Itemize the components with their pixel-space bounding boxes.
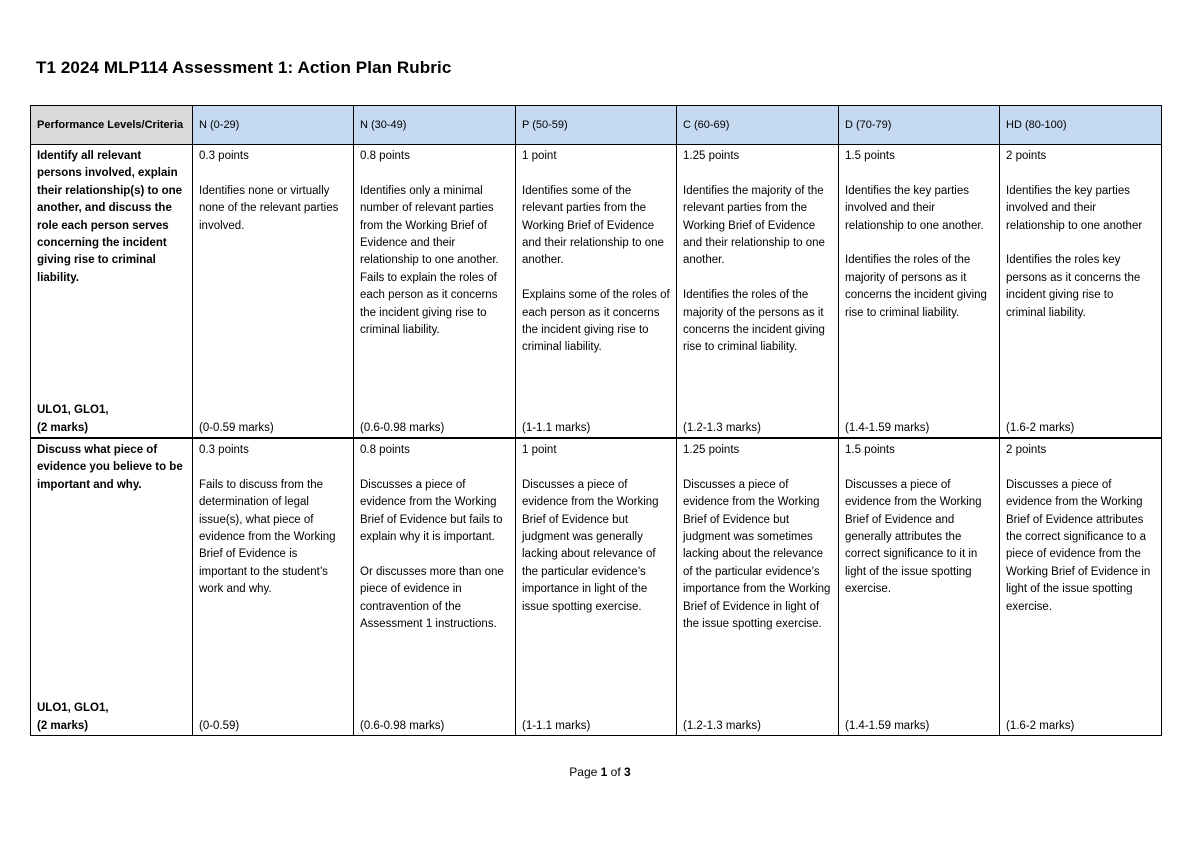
level-points: 2 points <box>1006 444 1047 456</box>
level-marks: (1-1.1 marks) <box>522 421 591 434</box>
level-description: Discusses a piece of evidence from the Working Brief of Evidence attributes the correct significance to a piece of evidence from the Working Brief of Evidence in light of the issue spotting exercise. <box>1006 478 1151 613</box>
level-description: Or discusses more than one piece of evidence in contravention of the Assessment 1 instructions. <box>360 565 504 631</box>
header-level-c: C (60-69) <box>677 106 839 145</box>
level-marks: (0.6-0.98 marks) <box>360 719 445 732</box>
level-description: Identifies none or virtually none of the relevant parties involved. <box>199 184 339 232</box>
level-description: Identifies some of the relevant parties from the Working Brief of Evidence and their relationship to one another. <box>522 184 664 267</box>
level-cell <box>677 438 839 736</box>
level-description: Discusses a piece of evidence from the Working Brief of Evidence but judgment was generally lacking about relevance of the particular evidence’s importance in light of the issue spotting exercise. <box>522 478 659 613</box>
level-description: Identifies the roles of the majority of the persons as it concerns the incident giving rise to criminal liability. <box>683 289 825 354</box>
criterion-marks: (2 marks) <box>37 421 89 434</box>
level-cell <box>354 438 516 736</box>
level-marks: (1.6-2 marks) <box>1006 719 1075 732</box>
level-marks: (1.4-1.59 marks) <box>845 421 930 434</box>
level-points: 1 point <box>522 150 557 162</box>
level-points: 0.8 points <box>360 150 410 162</box>
level-cell <box>193 145 354 439</box>
level-marks: (0-0.59) <box>199 719 240 732</box>
criterion-marks: (2 marks) <box>37 719 89 732</box>
level-description: Identifies the roles key persons as it concerns the incident giving rise to criminal liability. <box>1006 254 1141 319</box>
level-points: 1.5 points <box>845 444 895 456</box>
criterion-text: Discuss what piece of evidence you believe to be important and why. <box>37 444 183 491</box>
header-level-d: D (70-79) <box>839 106 1000 145</box>
level-cell <box>677 145 839 439</box>
level-points: 0.3 points <box>199 150 249 162</box>
level-points: 1.5 points <box>845 150 895 162</box>
level-marks: (1.2-1.3 marks) <box>683 719 761 732</box>
header-criteria: Performance Levels/Criteria <box>31 106 193 145</box>
document-title: T1 2024 MLP114 Assessment 1: Action Plan Rubric <box>36 58 452 77</box>
level-description: Discusses a piece of evidence from the Working Brief of Evidence but fails to explain why it is important. <box>360 478 503 544</box>
page-number: Page 1 of 3 <box>569 765 631 779</box>
rubric-table <box>30 105 1162 736</box>
header-level-hd: HD (80-100) <box>1000 106 1162 145</box>
level-description: Identifies only a minimal number of relevant parties from the Working Brief of Evidence and their relationship to one another. Fails to explain the roles of each person as it concerns the incident giving rise to criminal liability. <box>360 184 499 337</box>
level-cell <box>354 145 516 439</box>
header-level-n-high: N (30-49) <box>354 106 516 145</box>
criterion-outcomes: ULO1, GLO1, <box>37 404 109 417</box>
level-marks: (1-1.1 marks) <box>522 719 591 732</box>
level-marks: (1.2-1.3 marks) <box>683 421 761 434</box>
level-marks: (1.4-1.59 marks) <box>845 719 930 732</box>
level-cell <box>839 438 1000 736</box>
header-level-n-low: N (0-29) <box>193 106 354 145</box>
level-description: Identifies the majority of the relevant parties from the Working Brief of Evidence and their relationship to one another. <box>683 184 825 267</box>
criterion-cell <box>31 145 193 439</box>
level-description: Identifies the roles of the majority of persons as it concerns the incident giving rise to criminal liability. <box>845 254 987 319</box>
level-cell <box>193 438 354 736</box>
level-cell <box>516 145 677 439</box>
level-description: Fails to discuss from the determination of legal issue(s), what piece of evidence from the Working Brief of Evidence is important to the student’s work and why. <box>199 478 336 596</box>
level-marks: (0.6-0.98 marks) <box>360 421 445 434</box>
criterion-text: Identify all relevant persons involved, explain their relationship(s) to one another, and discuss the role each person serves concerning the incident giving rise to criminal liability. <box>37 150 183 284</box>
level-description: Identifies the key parties involved and their relationship to one another. <box>845 184 984 232</box>
level-points: 1 point <box>522 444 557 456</box>
level-points: 0.8 points <box>360 444 410 456</box>
level-points: 2 points <box>1006 150 1047 162</box>
header-level-p: P (50-59) <box>516 106 677 145</box>
level-description: Explains some of the roles of each person as it concerns the incident giving rise to criminal liability. <box>522 289 670 354</box>
level-description: Discusses a piece of evidence from the Working Brief of Evidence but judgment was sometimes lacking about the relevance of the particular evidence’s importance from the Working Brief of Evidence in light of the issue spotting exercise. <box>683 478 831 631</box>
table-row <box>31 438 1162 736</box>
level-points: 1.25 points <box>683 444 740 456</box>
level-marks: (0-0.59 marks) <box>199 421 274 434</box>
level-description: Discusses a piece of evidence from the Working Brief of Evidence and generally attributes the correct significance to it in light of the issue spotting exercise. <box>845 478 982 596</box>
level-cell <box>1000 145 1162 439</box>
criterion-cell <box>31 438 193 736</box>
level-cell <box>516 438 677 736</box>
level-points: 0.3 points <box>199 444 249 456</box>
table-row <box>31 145 1162 439</box>
criterion-outcomes: ULO1, GLO1, <box>37 702 109 715</box>
header-row <box>31 106 1162 145</box>
level-cell <box>839 145 1000 439</box>
level-marks: (1.6-2 marks) <box>1006 421 1075 434</box>
level-description: Identifies the key parties involved and their relationship to one another <box>1006 184 1143 232</box>
level-cell <box>1000 438 1162 736</box>
level-points: 1.25 points <box>683 150 740 162</box>
